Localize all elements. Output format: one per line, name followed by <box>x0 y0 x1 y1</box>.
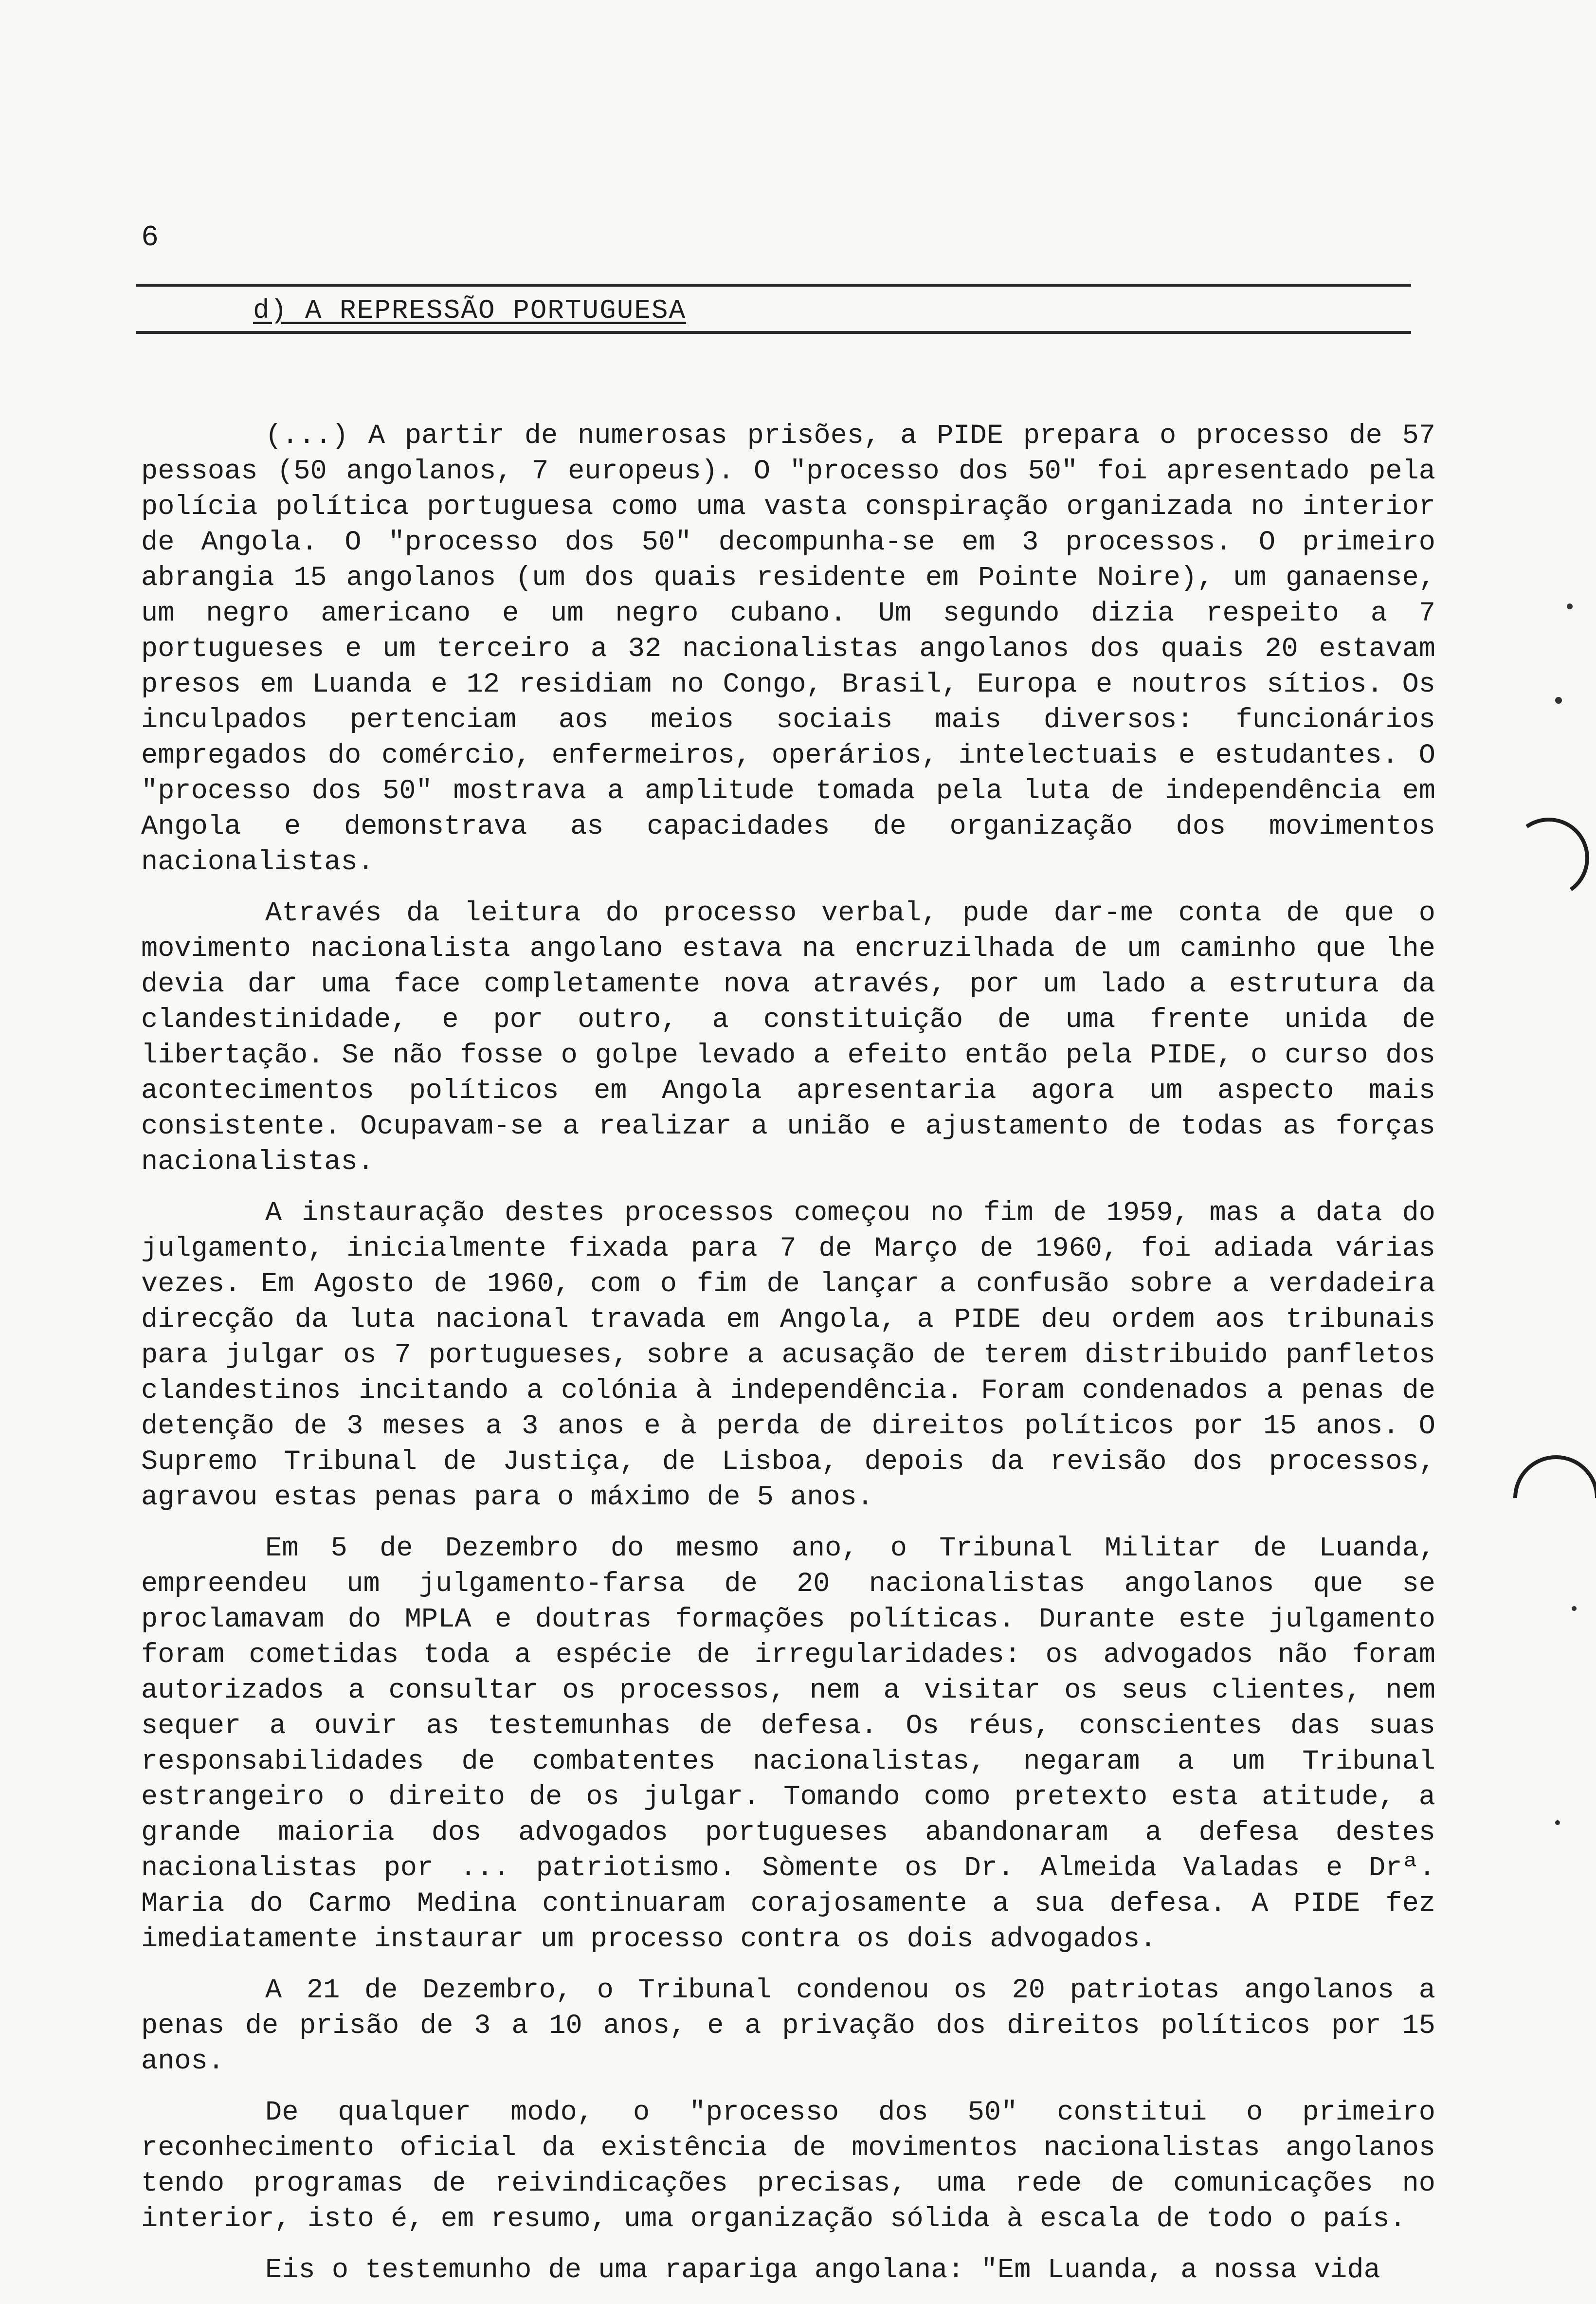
scan-speck <box>1567 603 1573 609</box>
heading-rule-bottom <box>136 331 1411 334</box>
scan-speck <box>1572 1606 1577 1611</box>
scan-speck <box>1555 697 1562 704</box>
margin-bracket-mark <box>1502 811 1596 905</box>
paragraph-7: Eis o testemunho de uma rapariga angolana: "Em Luanda, a nossa vida <box>265 2255 1380 2286</box>
paragraph-6: De qualquer modo, o "processo dos 50" constitui o primeiro reconhecimento oficial da existência de movimentos nacionalistas angolanos tendo programas de reivindicações precisas, uma rede de comunicações no interior, isto é, em resumo, uma organização sólida à escala de todo o país. <box>141 2097 1435 2235</box>
section-heading: d) A REPRESSÃO PORTUGUESA <box>253 295 687 326</box>
page-number: 6 <box>141 221 159 255</box>
paragraph-1: (...) A partir de numerosas prisões, a PIDE prepara o processo de 57 pessoas (50 angolanos, 7 europeus). O "processo dos 50" foi apresentado pela polícia política portuguesa como uma vasta conspiração organizada no interior de Angola. O "processo dos 50" decompunha-se em 3 processos. O primeiro abrangia 15 angolanos (um dos quais residente em Pointe Noire), um ganaense, um negro americano e um negro cubano. Um segundo dizia respeito a 7 portugueses e um terceiro a 32 nacionalistas angolanos dos quais 20 estavam presos em Luanda e 12 residiam no Congo, Brasil, Europa e noutros sítios. Os inculpados pertenciam aos meios sociais mais diversos: funcionários empregados do comércio, enfermeiros, operários, intelectuais e estudantes. O "processo dos 50" mostrava a amplitude tomada pela luta de independência em Angola e demonstrava as capacidades de organização dos movimentos nacionalistas. <box>141 421 1435 878</box>
paragraph-2: Através da leitura do processo verbal, pude dar-me conta de que o movimento nacionalista angolano estava na encruzilhada de um caminho que lhe devia dar uma face completamente nova através, por um lado a estrutura da clandestinidade, e por outro, a constituição de uma frente unida de libertação. Se não fosse o golpe levado a efeito então pela PIDE, o curso dos acontecimentos políticos em Angola apresentaria agora um aspecto mais consistente. Ocupavam-se a realizar a união e ajustamento de todas as forças nacionalistas. <box>141 898 1435 1178</box>
scan-speck <box>1555 1820 1560 1825</box>
paragraph-5: A 21 de Dezembro, o Tribunal condenou os 20 patriotas angolanos a penas de prisão de 3 a 10 anos, e a privação dos direitos políticos por 15 anos. <box>141 1975 1435 2077</box>
heading-rule-top <box>136 284 1411 287</box>
margin-bracket-mark <box>1496 1438 1596 1559</box>
paragraph-4: Em 5 de Dezembro do mesmo ano, o Tribunal Militar de Luanda, empreendeu um julgamento-farsa de 20 nacionalistas angolanos que se proclamavam do MPLA e doutras formações políticas. Durante este julgamento foram cometidas toda a espécie de irregularidades: os advogados não foram autorizados a consultar os processos, nem a visitar os seus clientes, nem sequer a ouvir as testemunhas de defesa. Os réus, conscientes das suas responsabilidades de combatentes nacionalistas, negaram a um Tribunal estrangeiro o direito de os julgar. Tomando como pretexto esta atitude, a grande maioria dos advogados portugueses abandonaram a defesa destes nacionalistas por ... patriotismo. Sòmente os Dr. Almeida Valadas e Drª. Maria do Carmo Medina continuaram corajosamente a sua defesa. A PIDE fez imediatamente instaurar um processo contra os dois advogados. <box>141 1533 1435 1955</box>
paragraph-3: A instauração destes processos começou no fim de 1959, mas a data do julgamento, inicialmente fixada para 7 de Março de 1960, foi adiada várias vezes. Em Agosto de 1960, com o fim de lançar a confusão sobre a verdadeira direcção da luta nacional travada em Angola, a PIDE deu ordem aos tribunais para julgar os 7 portugueses, sobre a acusação de terem distribuido panfletos clandestinos incitando a colónia à independência. Foram condenados a penas de detenção de 3 meses a 3 anos e à perda de direitos políticos por 15 anos. O Supremo Tribunal de Justiça, de Lisboa, depois da revisão dos processos, agravou estas penas para o máximo de 5 anos. <box>141 1198 1435 1513</box>
body-text <box>141 419 1435 2304</box>
